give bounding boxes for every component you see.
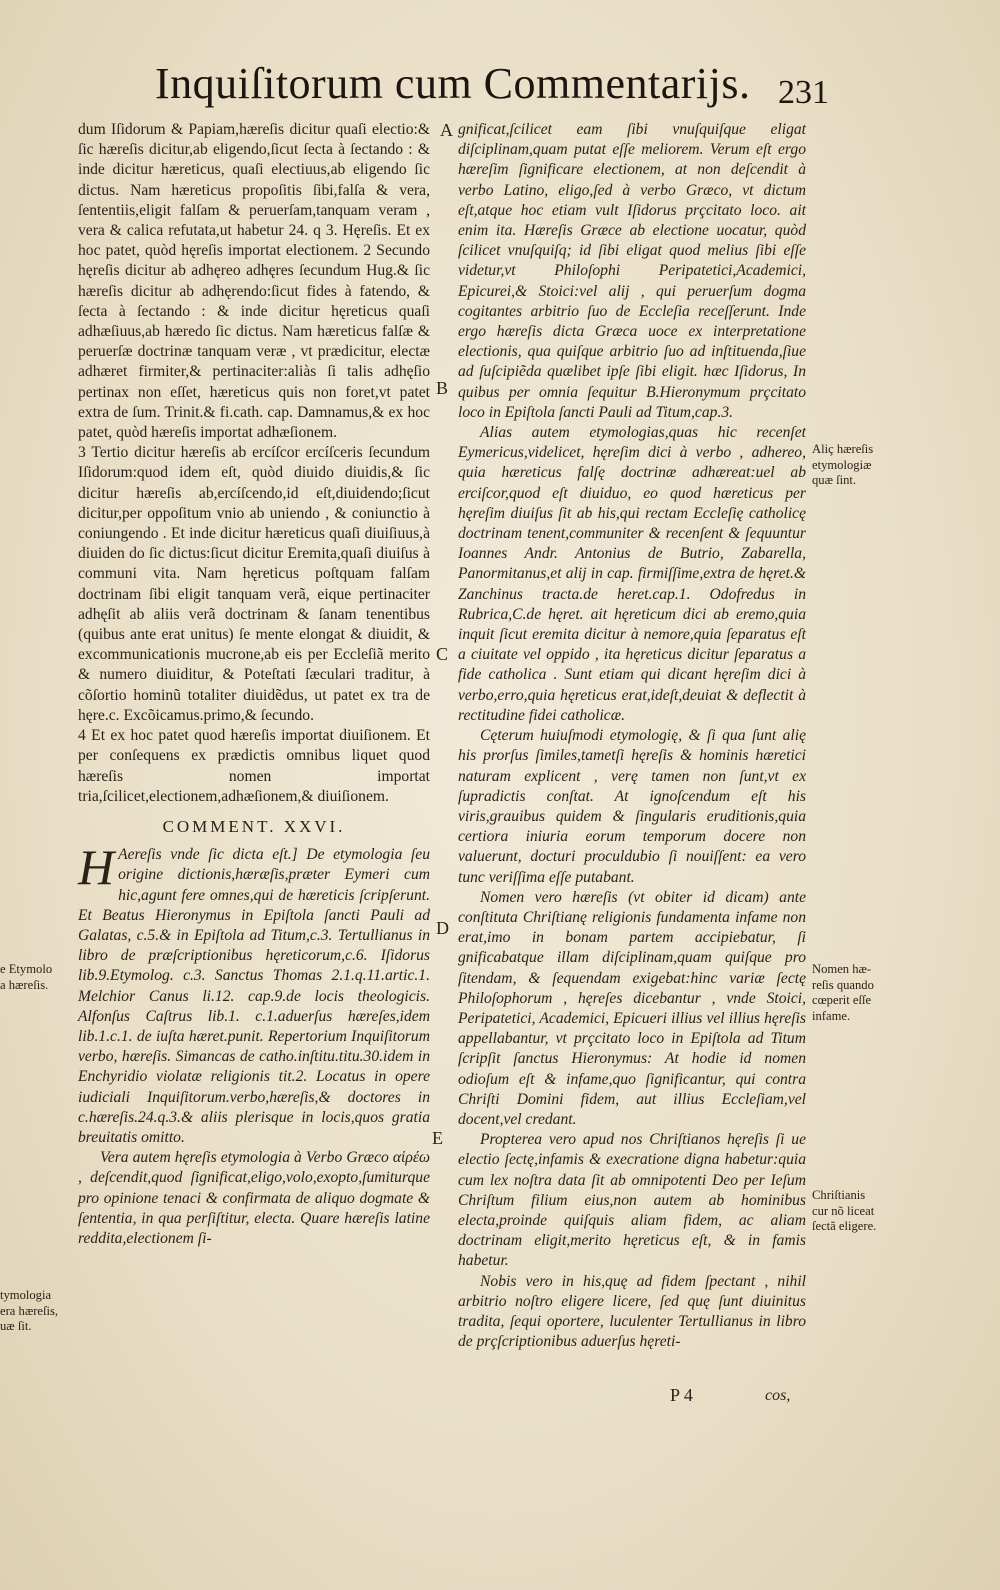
commentary-paragraph-2: Vera autem hęreſis etymologia à Verbo Græco αἱρέω , deſcendit,quod ſignificat,eligo,volo,exopto,ſumiturque pro opinione tenaci & confirmata de aliquo dogmate & ſententia, in qua perſiſtitur, electa. Quare hæreſis latine reddita,electionem ſi- (78, 1149, 430, 1247)
signature-mark: P 4 (670, 1385, 693, 1405)
commentary-heading: COMMENT. XXVI. (162, 816, 346, 836)
margin-note-etymologiae: Aliç hæreſis etymologiæ quæ ſint. (812, 442, 874, 487)
section-letter-b: B (436, 378, 449, 398)
left-column (78, 120, 430, 1249)
right-paragraph-3: Cęterum huiuſmodi etymologię, & ſi qua ſunt alię his prorſus ſimiles,tametſi hęreſis & hominis hæretici naturam explicent , verę tamen non ſunt,vt ex ſupradictis conſtat. At ignoſcendum eſt his viris,grauibus quidem & ſingularis eruditionis,quia certiora iniuria eorum temporum docere non valuerunt, docturi proculdubio ſi nouiſſent: ea vero tunc veriſſima eſſe putabant. (458, 727, 806, 886)
section-letter-a: A (440, 120, 453, 140)
running-title: Inquiſitorum cum Commentarijs. (155, 59, 751, 108)
commentary-paragraph-1: HAereſis vnde ſic dicta eſt.] De etymologia ſeu origine dictionis,hæræſis,præter Eymeri cum hic,agunt fere omnes,qui de hæreticis ſcripſerunt. Et Beatus Hieronymus in Epiſtola ſancti Pauli ad Galatas, c.5.& in Epiſtola ad Titum,c.3. Tertullianus in libro de præſcriptionibus hęreticorum,c.6. Iſidorus lib.9.Etymolog. c.3. Sanctus Thomas 2.1.q.11.artic.1. Melchior Canus li.12. cap.9.de locis theologicis. Alfonſus Caſtrus lib.1. c.1.aduerſus hæreſes,idem lib.1.c.1. de iuſta hæret.punit. Repertorium Inquiſitorum verbo, hæreſis. Simancas de catho.inſtitu.titu.30.idem in Enchyridio violatæ religionis tit.2. Locatus in opere iudiciali Inquiſitorum.verbo,hæreſis,& doctores in c.hæreſis.24.q.3.& aliis plerisque in locis,quos gratia breuitatis omitto. (78, 839, 430, 1146)
right-paragraph-2: Alias autem etymologias,quas hic recenſet Eymericus,videlicet, hęreſim dici à verbo , adhereo, quia hæreticus falſę doctrinæ adhæreat:uel ab erciſcor,quod eſt diuiduo, eo quod hæreticus per hęreſim diuiſus ſit ab his,qui rectam Eccleſię catholicę doctrinam tenent,communiter & recenſent & ſequuntur Ioannes Andr. Antonius de Butrio, Zabarella, Panormitanus,et alij in cap. firmiſſime,extra de hęret.& Zanchinus tracta.de heret.cap.1. Odofredus in Rubrica,C.de hęret. ait hęreticum dici ab eremo,quia inquit ſicut eremita dicitur à nemore,quia ſeparatus eſt a ciuitate vel oppido , ita hęreticus dicitur ſeparatus a fide catholica . Sunt etiam qui dicant hęreſim dici à verbo,erro,quia hęreticus erat,ideſt,deuiat & deflectit à rectitudine fidei catholicæ. (458, 424, 806, 724)
right-paragraph-6: Nobis vero in his,quę ad fidem ſpectant , nihil arbitrio noſtro eligere licere, ſed quę ſunt diuinitus tradita, ſequi oportere, luculenter Tertullianus in libro de prçſcriptionibus aduerſus hęreti- (458, 1272, 806, 1351)
section-letter-d: D (436, 918, 449, 938)
margin-note-nomen-haeresis: Nomen hæ- reſis quando cœperit eſſe infame. (812, 962, 874, 1023)
right-paragraph-4: Nomen vero hæreſis (vt obiter id dicam) ante conſtituta Chriſtianę religionis fundamenta infame non erat,imo in bonam partem accipiebatur, ſi gnificabatque illam diſciplinam,quam quiſque pro ſitendam, & ſequendam exigebat:hinc variæ ſectę Philoſophorum , hęreſes dicebantur , vnde Stoici, Peripatetici, Academici, Epicueri illius vel illius hęreſis appellabantur, vt prçcitato loco in Epiſtola ad Titum ſcripſit ſanctus Hieronymus: At hodie id nomen odioſum eſt & infame,quo ſignificantur, qui contra Chriſti Domini fidem, aut illius Eccleſiam,vel docent,vel credant. (458, 888, 806, 1128)
page-number: 231 (778, 74, 829, 111)
paragraph-third: 3 Tertio dicitur hæreſis ab ercíſcor ercíſceris ſecundum Iſidorum:quod idem eſt, quòd diuido diuidis,& ſic dicitur hæreſis ab,ercíſcendo,id eſt,diuidendo;ſicut dicitur,per oppoſitum vnio ab uniendo , & coniunctio à coniungendo . Et inde dicitur hæreticus quaſi diuiſiuus,à diuiden do ſic dictus:ſicut dicitur Eremita,quaſi diuiſus à communi vita. Nam hęreticus poſtquam falſam doctrinam ſibi eligit tanquam verã, eique pertinaciter adhęſit ab aliis verã doctrinam & ſanam tenentibus (quibus ante erat unitus) ſe mente elongat & diuidit, & excommunicationis mucrone,ab eis per Eccleſiã merito & numero diuiditur, & Poteſtati ſæculari traditur, à cõſortio hominũ totaliter diuidẽdus, ut patet ex tra de hęre.c. Excõicamus.primo,& ſecundo. (78, 444, 430, 724)
margin-note-left-vera: tymologia era hæreſis, uæ ſit. (0, 1288, 59, 1333)
paragraph-fourth: 4 Et ex hoc patet quod hæreſis importat diuiſionem. Et per conſequens ex prædictis omnibus liquet quod hæreſis nomen importat tria,ſcilicet,electionem,adhæſionem,& diuiſionem. (78, 727, 430, 805)
margin-note-left-etymologia: e Etymolo a hæreſis. (0, 962, 53, 992)
right-paragraph-5: Propterea vero apud nos Chriſtianos hęreſis ſi ue electio ſectę,infamis & execratione digna habetur:quia cum lex noſtra data ſit ab omnipotenti Deo per Ieſum Chriſtum filium eius,non autem ab hominibus electa,proinde quiſquis aliam fidem, ac aliam doctrinam eligit,merito hęreticus eſt, & in famis habetur. (458, 1131, 806, 1270)
right-column (458, 120, 806, 1352)
section-letter-c: C (436, 644, 449, 664)
section-letter-e: E (432, 1128, 443, 1148)
catchword: cos, (765, 1387, 791, 1404)
right-paragraph-1: gnificat,ſcilicet eam ſibi vnuſquiſque eligat diſciplinam,quam putat eſſe meliorem. Verum eſt ergo hæreſim ſignificare electionem, at non deſcendit à verbo Latino, eligo,ſed à verbo Græco, vt dictum eſt,atque hoc etiam vult Iſidorus prçcitato loco. ait enim ita. Hæreſis Græce ab electione uocatur, quòd ſcilicet vnuſquiſq; id ſibi eligat quod melius ſibi eſſe videtur,vt Philoſophi Peripatetici,Academici, Epicurei,& Stoici:vel alij , qui peruerſum dogma cogitantes arbitrio ſuo de Eccleſia receſſerunt. Inde ergo hæreſis dicta Græca uoce ex interpretatione electionis, qua quiſque arbitrio ſuo ad inſtituenda,ſiue ad ſuſcipiẽda quælibet ipſe ſibi eligit. hæc Iſidorus, In quibus per omnia ſequitur B.Hieronymum prçcitato loco in Epiſtola ſancti Pauli ad Titum,cap.3. (458, 121, 806, 421)
margin-note-christianis: Chriſtianis cur nõ liceat ſectã eligere. (812, 1188, 877, 1233)
paragraph-first-second: dum Iſidorum & Papiam,hæreſis dicitur quaſi electio:& ſic hæreſis dicitur,ab eligendo,ſicut ſecta à ſectando : & inde dicitur hæreticus, quaſi electiuus,ab eligendo ſic dictus. Nam hæreticus propoſitis ſibi,falſa & vera, ſententiis,eligit falſam & peruerſam,tanquam veram , vera & calica refutata,ut habetur 24. q 3. Hęreſis. Et ex hoc patet, quòd hęreſis importat electionem. 2 Secundo hęreſis dicitur ab adhęreo adhęres ſecundum Hug.& ſic hæreſis dicitur ab adhęrendo:ſicut fides à fatendo, & ſecta à ſectando : & inde dicitur hęreticus quaſi adhæſiuus,ab hæredo ſic dictus. Nam hæreticus falſæ & peruerſæ doctrinæ tanquam veræ , vt prædicitur, electæ adhæret firmiter,& pertinaciter:aliàs ſi talis adhęſio pertinax non eſſet, hæreticus quis non foret,vt patet extra de ſum. Trinit.& fi.cath. cap. Damnamus,& ex hoc patet, quòd hæreſis importat adhæſionem. (78, 121, 430, 442)
